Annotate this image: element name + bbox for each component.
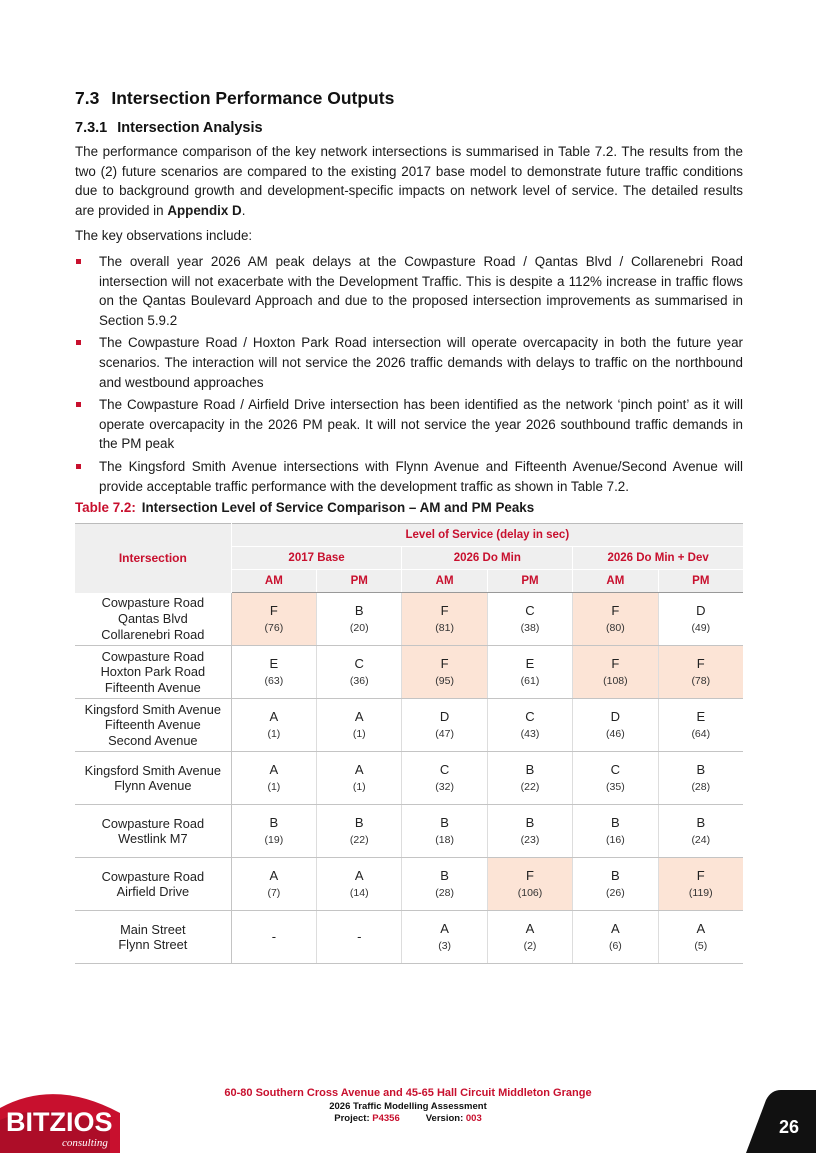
- los-grade: A: [611, 921, 620, 937]
- delay-value: (26): [606, 887, 625, 900]
- intersection-road: Flynn Avenue: [114, 778, 192, 794]
- footer-project-version: [0, 1113, 816, 1125]
- los-grade: A: [525, 921, 535, 937]
- los-grade: F: [440, 603, 449, 619]
- page-number: 26: [778, 1117, 799, 1137]
- los-cell: [231, 752, 316, 805]
- los-cell: [231, 805, 316, 858]
- table-caption-number: Table 7.2:: [75, 500, 136, 516]
- delay-value: (6): [608, 940, 622, 953]
- bullet-square-icon: [76, 340, 81, 345]
- delay-value: (3): [438, 940, 452, 953]
- los-grade: C: [525, 709, 535, 725]
- delay-value: (119): [688, 887, 713, 900]
- los-grade: A: [269, 868, 279, 884]
- delay-value: (35): [606, 781, 625, 794]
- table-caption: [75, 500, 743, 515]
- los-grade: C: [439, 762, 450, 778]
- los-cell: [402, 858, 487, 911]
- delay-value: (63): [264, 675, 284, 688]
- delay-value: (19): [264, 834, 284, 847]
- am-header: AM: [231, 570, 316, 593]
- intersection-road: Collarenebri Road: [101, 626, 205, 642]
- group-header-2017-base: 2017 Base: [231, 547, 402, 570]
- intersection-name: [75, 699, 231, 752]
- section-title: Intersection Performance Outputs: [111, 88, 395, 108]
- table-row: [75, 858, 743, 911]
- los-grade: -: [357, 929, 362, 945]
- delay-value: (20): [349, 622, 369, 635]
- los-grade: F: [269, 603, 278, 619]
- los-grade: A: [354, 709, 364, 725]
- group-header-2026-do-min-dev: 2026 Do Min + Dev: [573, 547, 743, 570]
- delay-value: (14): [349, 887, 369, 900]
- los-table: [75, 523, 743, 964]
- delay-value: (22): [349, 834, 369, 847]
- table-row: [75, 646, 743, 699]
- intersection-road: Hoxton Park Road: [100, 664, 206, 680]
- delay-value: (28): [691, 781, 711, 794]
- los-cell: [487, 858, 572, 911]
- list-item: [75, 252, 743, 330]
- bullet-square-icon: [76, 402, 81, 407]
- los-grade: A: [440, 921, 449, 937]
- los-grade: B: [269, 815, 279, 831]
- delay-value: (28): [435, 887, 454, 900]
- delay-value: (95): [435, 675, 454, 688]
- delay-value: (81): [435, 622, 454, 635]
- los-grade: A: [269, 709, 279, 725]
- los-cell: [231, 646, 316, 699]
- delay-value: (43): [520, 728, 540, 741]
- los-grade: C: [610, 762, 621, 778]
- los-cell: [658, 858, 743, 911]
- los-cell: [487, 646, 572, 699]
- los-cell: [317, 699, 402, 752]
- table-row: [75, 593, 743, 646]
- intersection-name: [75, 752, 231, 805]
- delay-value: (64): [691, 728, 711, 741]
- los-cell: [317, 805, 402, 858]
- table-row: [75, 699, 743, 752]
- subsection-number: 7.3.1: [75, 120, 108, 136]
- intersection-column-header: Intersection: [75, 524, 231, 593]
- delay-value: (22): [520, 781, 540, 794]
- los-cell: [402, 593, 487, 646]
- section-heading: [75, 88, 743, 109]
- delay-value: (5): [694, 940, 708, 953]
- delay-value: (80): [606, 622, 625, 635]
- page-footer: [0, 1086, 816, 1125]
- pm-header: PM: [487, 570, 572, 593]
- los-grade: D: [696, 603, 706, 619]
- intersection-road: Cowpasture Road: [101, 815, 205, 831]
- subsection-heading: [75, 120, 743, 136]
- subsection-title: Intersection Analysis: [117, 120, 263, 136]
- delay-value: (23): [520, 834, 540, 847]
- los-table-body: [75, 593, 743, 964]
- am-header: AM: [573, 570, 658, 593]
- los-cell: [231, 911, 316, 964]
- los-grade: B: [611, 815, 620, 831]
- intersection-road: Kingsford Smith Avenue: [84, 701, 222, 717]
- los-grade: E: [269, 656, 279, 672]
- los-cell: [573, 646, 658, 699]
- bullet-square-icon: [76, 464, 81, 469]
- los-grade: C: [354, 656, 364, 672]
- los-cell: [487, 593, 572, 646]
- delay-value: (108): [603, 675, 628, 688]
- los-cell: [317, 646, 402, 699]
- intersection-road: Kingsford Smith Avenue: [84, 762, 222, 778]
- delay-value: (7): [267, 887, 281, 900]
- los-grade: B: [696, 815, 706, 831]
- delay-value: (38): [520, 622, 540, 635]
- los-cell: [487, 752, 572, 805]
- section-number: 7.3: [75, 88, 100, 108]
- delay-value: (2): [523, 940, 537, 953]
- los-cell: [402, 911, 487, 964]
- intersection-road: Second Avenue: [108, 732, 198, 748]
- los-cell: [573, 805, 658, 858]
- intersection-road: Cowpasture Road: [101, 868, 205, 884]
- los-cell: [402, 805, 487, 858]
- intersection-road: Flynn Street: [118, 937, 188, 953]
- delay-value: (47): [435, 728, 454, 741]
- delay-value: (1): [267, 728, 281, 741]
- los-grade: B: [525, 762, 535, 778]
- los-cell: [573, 858, 658, 911]
- observations-list: [75, 252, 743, 496]
- los-cell: [487, 699, 572, 752]
- los-grade: F: [611, 603, 620, 619]
- logo-brand: BITZIOS: [6, 1107, 113, 1137]
- los-grade: F: [696, 868, 705, 884]
- los-cell: [317, 752, 402, 805]
- los-grade: F: [440, 656, 449, 672]
- los-grade: B: [525, 815, 535, 831]
- los-cell: [573, 699, 658, 752]
- los-grade: D: [439, 709, 450, 725]
- los-cell: [573, 911, 658, 964]
- intersection-road: Westlink M7: [118, 831, 188, 847]
- bullet-square-icon: [76, 259, 81, 264]
- observations-lead: The key observations include:: [75, 228, 253, 244]
- intersection-road: Airfield Drive: [116, 884, 190, 900]
- list-item-text: The Kingsford Smith Avenue intersections with Flynn Avenue and Fifteenth Avenue/Second Avenue will provide acceptable traffic performance with the development traffic as shown in Table 7.2.: [99, 458, 743, 494]
- footer-project-address: 60-80 Southern Cross Avenue and 45-65 Hall Circuit Middleton Grange: [224, 1087, 592, 1099]
- intersection-road: Cowpasture Road: [101, 648, 205, 664]
- pm-header: PM: [317, 570, 402, 593]
- group-header-2026-do-min: 2026 Do Min: [402, 547, 573, 570]
- los-header: Level of Service (delay in sec): [231, 524, 743, 547]
- los-cell: [487, 805, 572, 858]
- am-header: AM: [402, 570, 487, 593]
- los-cell: [573, 593, 658, 646]
- delay-value: (78): [691, 675, 711, 688]
- project-label: Project:: [334, 1113, 370, 1124]
- los-grade: A: [696, 921, 706, 937]
- los-grade: F: [611, 656, 620, 672]
- los-cell: [317, 911, 402, 964]
- intersection-road: Main Street: [120, 921, 186, 937]
- version-value: 003: [465, 1113, 482, 1124]
- list-item: [75, 333, 743, 392]
- los-cell: [317, 593, 402, 646]
- version-label: Version:: [425, 1113, 464, 1124]
- los-grade: B: [440, 868, 449, 884]
- los-cell: [658, 593, 743, 646]
- logo-sub: consulting: [62, 1137, 108, 1149]
- list-item: [75, 457, 743, 496]
- intersection-name: [75, 646, 231, 699]
- los-cell: [402, 699, 487, 752]
- delay-value: (49): [691, 622, 711, 635]
- los-grade: B: [354, 603, 364, 619]
- los-grade: E: [525, 656, 535, 672]
- pm-header: PM: [658, 570, 743, 593]
- list-item: [75, 395, 743, 454]
- los-grade: D: [610, 709, 621, 725]
- los-cell: [231, 858, 316, 911]
- los-cell: [658, 752, 743, 805]
- los-cell: [231, 699, 316, 752]
- los-grade: F: [696, 656, 705, 672]
- los-cell: [231, 593, 316, 646]
- los-grade: F: [526, 868, 534, 884]
- los-cell: [658, 911, 743, 964]
- intersection-name: [75, 911, 231, 964]
- delay-value: (16): [606, 834, 625, 847]
- los-cell: [573, 752, 658, 805]
- delay-value: (32): [435, 781, 454, 794]
- los-cell: [658, 805, 743, 858]
- table-caption-title: Intersection Level of Service Comparison – AM and PM Peaks: [141, 500, 535, 516]
- los-grade: B: [354, 815, 364, 831]
- los-grade: E: [696, 709, 706, 725]
- los-cell: [658, 699, 743, 752]
- project-value: P4356: [372, 1113, 400, 1124]
- list-item-text: The Cowpasture Road / Hoxton Park Road intersection will operate overcapacity in both the future year scenarios. The interaction will not service the 2026 traffic demands with delays to traffic on the northbound and westbound approaches: [99, 335, 743, 390]
- los-cell: [402, 646, 487, 699]
- los-grade: A: [269, 762, 279, 778]
- table-row: [75, 805, 743, 858]
- delay-value: (36): [349, 675, 369, 688]
- intersection-road: Cowpasture Road: [101, 595, 205, 611]
- intersection-name: [75, 858, 231, 911]
- delay-value: (18): [435, 834, 454, 847]
- intro-text-end: .: [241, 202, 246, 218]
- intro-paragraph: [75, 142, 743, 220]
- list-item-text: The Cowpasture Road / Airfield Drive intersection has been identified as the network ‘pinch point’ as it will operate overcapacity in the 2026 PM peak. It will not service the year 2026 southbound traffic demands in the PM peak: [99, 397, 743, 452]
- table-row: [75, 911, 743, 964]
- los-grade: A: [354, 868, 364, 884]
- delay-value: (106): [517, 887, 543, 900]
- intersection-road: Fifteenth Avenue: [104, 679, 201, 695]
- intersection-name: [75, 805, 231, 858]
- los-grade: B: [440, 815, 449, 831]
- appendix-reference: Appendix D: [167, 202, 242, 218]
- delay-value: (24): [691, 834, 711, 847]
- delay-value: (1): [352, 728, 366, 741]
- los-grade: C: [525, 603, 535, 619]
- table-row: [75, 752, 743, 805]
- delay-value: (1): [267, 781, 281, 794]
- intersection-road: Fifteenth Avenue: [104, 717, 201, 733]
- los-grade: A: [354, 762, 364, 778]
- delay-value: (1): [352, 781, 366, 794]
- los-cell: [658, 646, 743, 699]
- intro-text: The performance comparison of the key network intersections is summarised in Table 7.2. The results from the two (2) future scenarios are compared to the existing 2017 base model to demonstrate future traffic conditions due to background growth and development-specific impacts on network level of service. The detailed results are provided in: [75, 144, 743, 218]
- delay-value: (46): [606, 728, 625, 741]
- page-content: [75, 88, 743, 964]
- los-cell: [402, 752, 487, 805]
- los-cell: [487, 911, 572, 964]
- intersection-road: Qantas Blvd: [117, 611, 188, 627]
- list-item-text: The overall year 2026 AM peak delays at the Cowpasture Road / Qantas Blvd / Collarenebri Road intersection will not exacerbate with the Development Traffic. This is despite a 112% increase in traffic flows on the Qantas Boulevard Approach and due to the proposed intersection improvements as summarised in Section 5.9.2: [99, 253, 743, 328]
- footer-report-title: 2026 Traffic Modelling Assessment: [329, 1101, 487, 1112]
- los-grade: B: [611, 868, 620, 884]
- los-cell: [317, 858, 402, 911]
- intersection-name: [75, 593, 231, 646]
- delay-value: (76): [264, 622, 284, 635]
- los-grade: -: [271, 929, 277, 945]
- los-grade: B: [696, 762, 706, 778]
- delay-value: (61): [520, 675, 540, 688]
